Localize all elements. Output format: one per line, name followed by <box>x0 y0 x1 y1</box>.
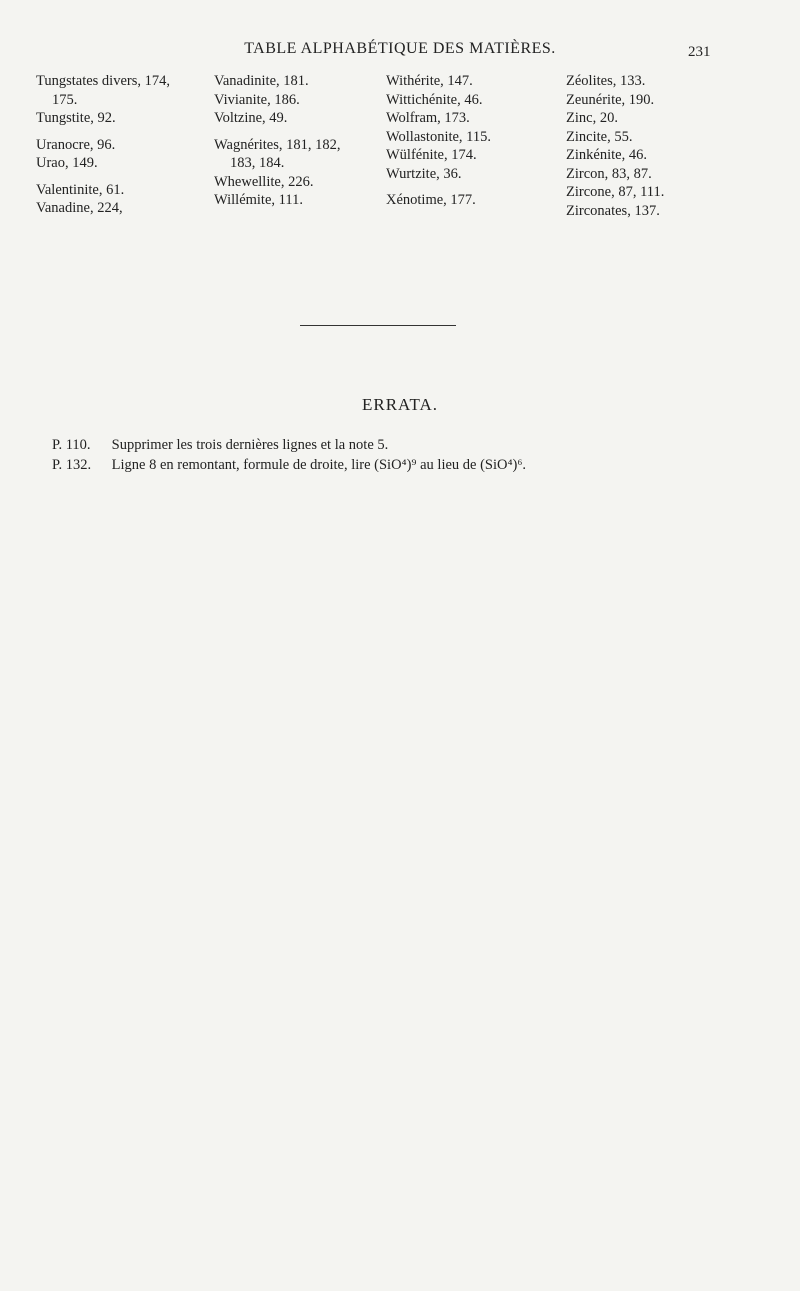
errata-page-ref: P. 110. <box>52 437 91 453</box>
page-number: 231 <box>688 44 711 60</box>
index-column-1 <box>36 72 170 218</box>
index-entry: 175. <box>52 91 78 108</box>
index-column-2 <box>214 72 341 210</box>
entry-gap <box>36 128 170 136</box>
index-entry: Wurtzite, 36. <box>386 165 462 182</box>
errata-title: ERRATA. <box>361 395 438 414</box>
errata-text: Supprimer les trois dernières lignes et la note 5. <box>111 437 389 453</box>
index-entry: Willémite, 111. <box>214 192 303 208</box>
index-entry: Whewellite, 226. <box>214 173 314 190</box>
index-entry: Zeunérite, 190. <box>566 91 655 108</box>
index-entry: Voltzine, 49. <box>214 110 288 126</box>
errata-page-ref: P. 132. <box>52 457 92 473</box>
index-entry: Vanadine, 224, <box>36 200 123 216</box>
index-entry: Zinc, 20. <box>566 110 618 126</box>
index-entry: Urao, 149. <box>36 155 98 171</box>
errata-item <box>52 455 526 475</box>
index-entry: Zircon, 83, 87. <box>566 165 652 182</box>
index-column-4 <box>566 72 664 220</box>
index-entry: Tungstite, 92. <box>36 110 116 126</box>
index-entry: Vanadinite, 181. <box>214 73 309 89</box>
index-entry: Zirconates, 137. <box>566 202 660 219</box>
index-entry: Zinkénite, 46. <box>566 147 647 163</box>
index-entry: Xénotime, 177. <box>386 192 476 208</box>
index-entry: Valentinite, 61. <box>36 181 125 198</box>
index-entry: Uranocre, 96. <box>36 136 116 153</box>
index-column-3 <box>386 72 491 210</box>
index-entry: Wolfram, 173. <box>386 110 470 126</box>
entry-gap <box>36 173 170 181</box>
index-entry: Wülfénite, 174. <box>386 147 477 163</box>
index-entry: 183, 184. <box>230 155 285 171</box>
index-entry: Zéolites, 133. <box>566 73 646 89</box>
index-entry: Wollastonite, 115. <box>386 128 492 145</box>
errata-item <box>52 435 526 455</box>
entry-gap <box>386 183 491 191</box>
index-entry: Tungstates divers, 174, <box>36 73 170 89</box>
index-entry: Withérite, 147. <box>386 73 473 89</box>
index-entry: Wittichénite, 46. <box>386 91 483 108</box>
running-header-title: TABLE ALPHABÉTIQUE DES MATIÈRES. <box>244 40 556 57</box>
errata-list <box>52 435 526 475</box>
index-entry: Vivianite, 186. <box>214 91 300 108</box>
section-divider <box>300 325 456 326</box>
index-entry: Wagnérites, 181, 182, <box>214 136 341 153</box>
index-entry: Zincite, 55. <box>566 128 633 145</box>
entry-gap <box>214 128 341 136</box>
errata-text: Ligne 8 en remontant, formule de droite, lire (SiO⁴)⁹ au lieu de (SiO⁴)⁶. <box>111 457 527 473</box>
index-entry: Zircone, 87, 111. <box>566 184 665 200</box>
